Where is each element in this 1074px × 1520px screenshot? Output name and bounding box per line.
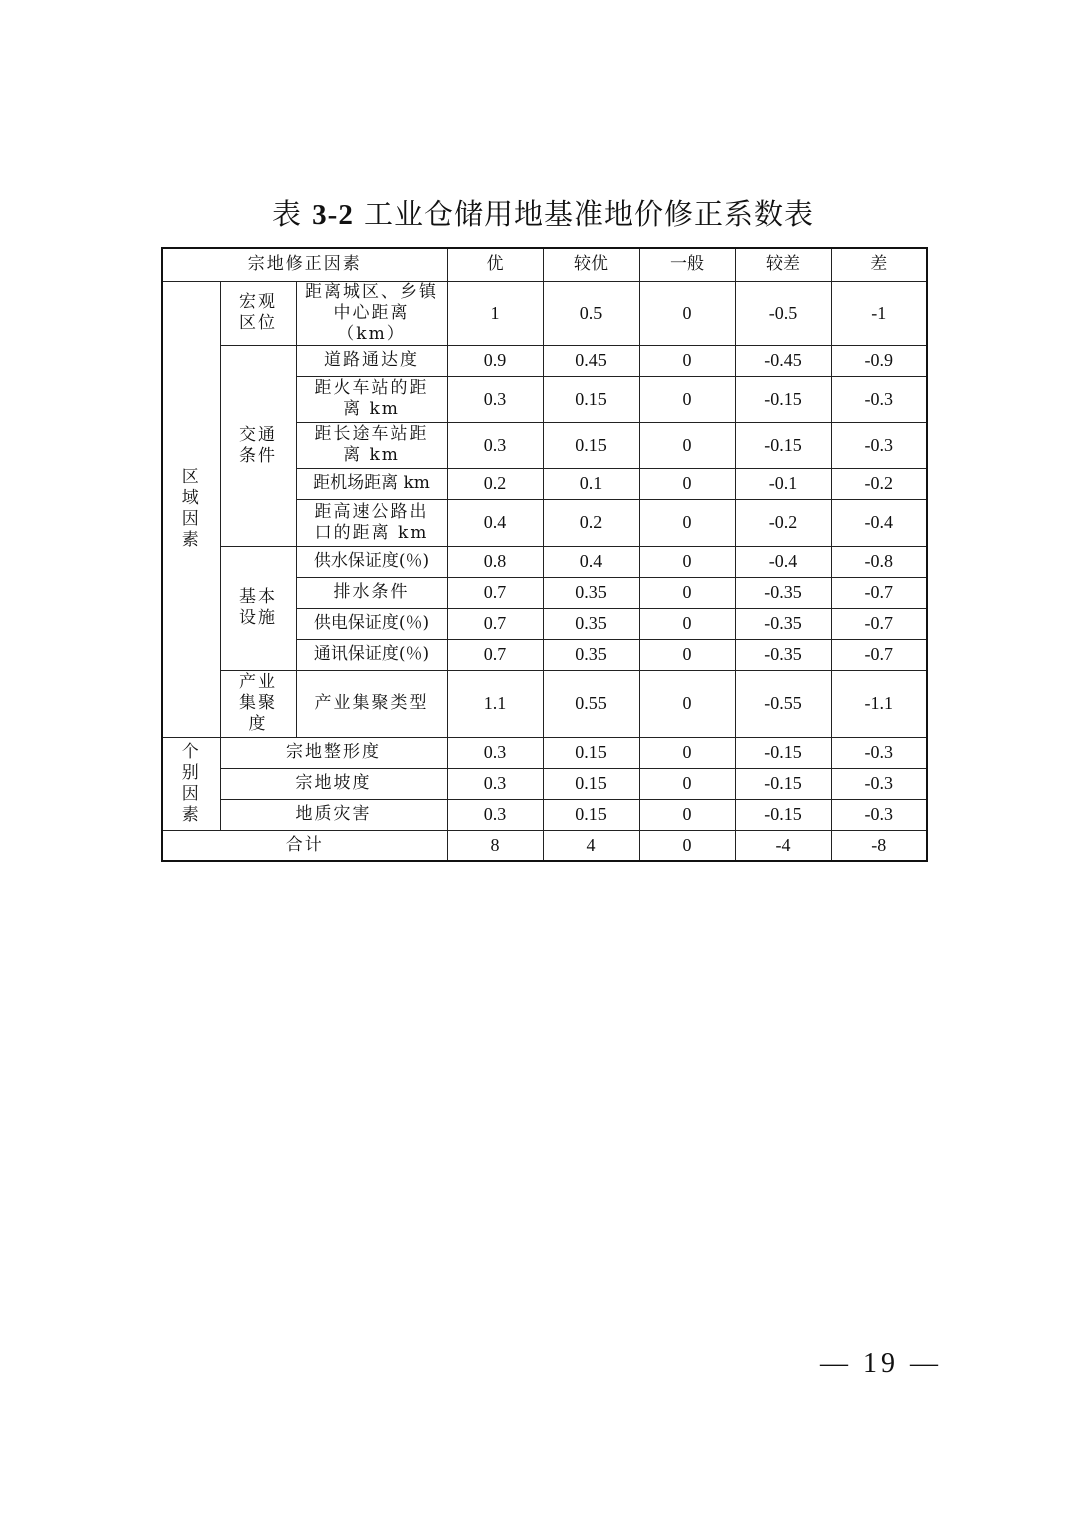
cell-value: 0 — [639, 468, 735, 499]
cell-value: -0.55 — [735, 670, 831, 737]
table-row — [162, 670, 927, 737]
cell-value: 0.7 — [447, 639, 543, 670]
row-label: 距机场距离 km — [296, 468, 447, 499]
title-text: 工业仓储用地基准地价修正系数表 — [353, 197, 815, 231]
table-title — [0, 192, 1074, 233]
cell-value: 0 — [639, 376, 735, 422]
cell-value: 0 — [639, 345, 735, 376]
header-factor: 宗地修正因素 — [162, 248, 447, 281]
cell-value: 0.5 — [543, 281, 639, 345]
header-grade: 差 — [831, 248, 927, 281]
total-value: 0 — [639, 830, 735, 861]
title-number: 3-2 — [312, 199, 354, 231]
correction-coefficient-table — [161, 247, 928, 862]
cell-value: -0.15 — [735, 768, 831, 799]
total-value: 4 — [543, 830, 639, 861]
table-row — [162, 345, 927, 376]
title-prefix: 表 — [271, 197, 313, 231]
header-grade: 一般 — [639, 248, 735, 281]
cell-value: 0 — [639, 422, 735, 468]
cell-value: -0.15 — [735, 376, 831, 422]
table-row — [162, 546, 927, 577]
total-value: -4 — [735, 830, 831, 861]
row-label: 排水条件 — [296, 577, 447, 608]
cell-value: -0.3 — [831, 768, 927, 799]
cell-value: 1 — [447, 281, 543, 345]
cell-value: 0.2 — [447, 468, 543, 499]
cell-value: 1.1 — [447, 670, 543, 737]
cell-value: 0.2 — [543, 499, 639, 546]
cell-value: 0.3 — [447, 376, 543, 422]
row-label: 产业集聚类型 — [296, 670, 447, 737]
cell-value: 0.15 — [543, 768, 639, 799]
cell-value: 0.3 — [447, 422, 543, 468]
cell-value: 0.4 — [543, 546, 639, 577]
table-row — [162, 737, 927, 768]
row-label: 宗地整形度 — [220, 737, 447, 768]
group-regional: 区域因素 — [162, 281, 220, 737]
subgroup-traffic: 交通条件 — [220, 345, 296, 546]
row-label: 地质灾害 — [220, 799, 447, 830]
header-grade: 优 — [447, 248, 543, 281]
cell-value: 0.15 — [543, 376, 639, 422]
row-label: 距离城区、乡镇中心距离（km） — [296, 281, 447, 345]
cell-value: -0.35 — [735, 577, 831, 608]
cell-value: 0 — [639, 608, 735, 639]
cell-value: -0.9 — [831, 345, 927, 376]
total-value: 8 — [447, 830, 543, 861]
subgroup-macro: 宏观区位 — [220, 281, 296, 345]
subgroup-industry: 产业集聚度 — [220, 670, 296, 737]
cell-value: 0.15 — [543, 799, 639, 830]
cell-value: 0.35 — [543, 577, 639, 608]
cell-value: 0.35 — [543, 608, 639, 639]
cell-value: 0 — [639, 670, 735, 737]
row-label: 道路通达度 — [296, 345, 447, 376]
cell-value: -0.7 — [831, 608, 927, 639]
cell-value: -1.1 — [831, 670, 927, 737]
cell-value: 0.15 — [543, 737, 639, 768]
cell-value: -0.4 — [831, 499, 927, 546]
cell-value: 0 — [639, 639, 735, 670]
table-row — [162, 281, 927, 345]
cell-value: 0.3 — [447, 799, 543, 830]
cell-value: 0.4 — [447, 499, 543, 546]
row-label: 供水保证度(％) — [296, 546, 447, 577]
cell-value: 0.55 — [543, 670, 639, 737]
cell-value: 0.8 — [447, 546, 543, 577]
header-row — [162, 248, 927, 281]
cell-value: 0 — [639, 499, 735, 546]
cell-value: 0 — [639, 546, 735, 577]
cell-value: -0.5 — [735, 281, 831, 345]
cell-value: -0.7 — [831, 577, 927, 608]
row-label: 通讯保证度(％) — [296, 639, 447, 670]
group-individual: 个别因素 — [162, 737, 220, 830]
cell-value: -0.4 — [735, 546, 831, 577]
cell-value: 0.15 — [543, 422, 639, 468]
cell-value: -0.3 — [831, 799, 927, 830]
cell-value: -0.3 — [831, 737, 927, 768]
header-grade: 较优 — [543, 248, 639, 281]
total-row — [162, 830, 927, 861]
cell-value: -0.3 — [831, 376, 927, 422]
cell-value: 0.3 — [447, 737, 543, 768]
cell-value: -1 — [831, 281, 927, 345]
cell-value: -0.45 — [735, 345, 831, 376]
cell-value: 0.45 — [543, 345, 639, 376]
row-label: 距火车站的距离 km — [296, 376, 447, 422]
total-value: -8 — [831, 830, 927, 861]
cell-value: 0.7 — [447, 608, 543, 639]
row-label: 宗地坡度 — [220, 768, 447, 799]
row-label: 供电保证度(％) — [296, 608, 447, 639]
cell-value: -0.3 — [831, 422, 927, 468]
cell-value: 0.35 — [543, 639, 639, 670]
cell-value: -0.35 — [735, 608, 831, 639]
cell-value: -0.2 — [831, 468, 927, 499]
cell-value: -0.2 — [735, 499, 831, 546]
cell-value: 0 — [639, 799, 735, 830]
cell-value: 0 — [639, 577, 735, 608]
cell-value: 0.3 — [447, 768, 543, 799]
table-row — [162, 768, 927, 799]
row-label: 距高速公路出口的距离 km — [296, 499, 447, 546]
cell-value: 0 — [639, 768, 735, 799]
cell-value: 0.7 — [447, 577, 543, 608]
subgroup-infra: 基本设施 — [220, 546, 296, 670]
header-grade: 较差 — [735, 248, 831, 281]
table-row — [162, 799, 927, 830]
cell-value: -0.15 — [735, 422, 831, 468]
cell-value: 0 — [639, 737, 735, 768]
cell-value: 0.1 — [543, 468, 639, 499]
page-number: — 19 — — [820, 1348, 942, 1379]
cell-value: -0.1 — [735, 468, 831, 499]
cell-value: 0.9 — [447, 345, 543, 376]
cell-value: -0.8 — [831, 546, 927, 577]
cell-value: 0 — [639, 281, 735, 345]
cell-value: -0.15 — [735, 737, 831, 768]
cell-value: -0.35 — [735, 639, 831, 670]
cell-value: -0.15 — [735, 799, 831, 830]
cell-value: -0.7 — [831, 639, 927, 670]
total-label: 合计 — [162, 830, 447, 861]
row-label: 距长途车站距离 km — [296, 422, 447, 468]
